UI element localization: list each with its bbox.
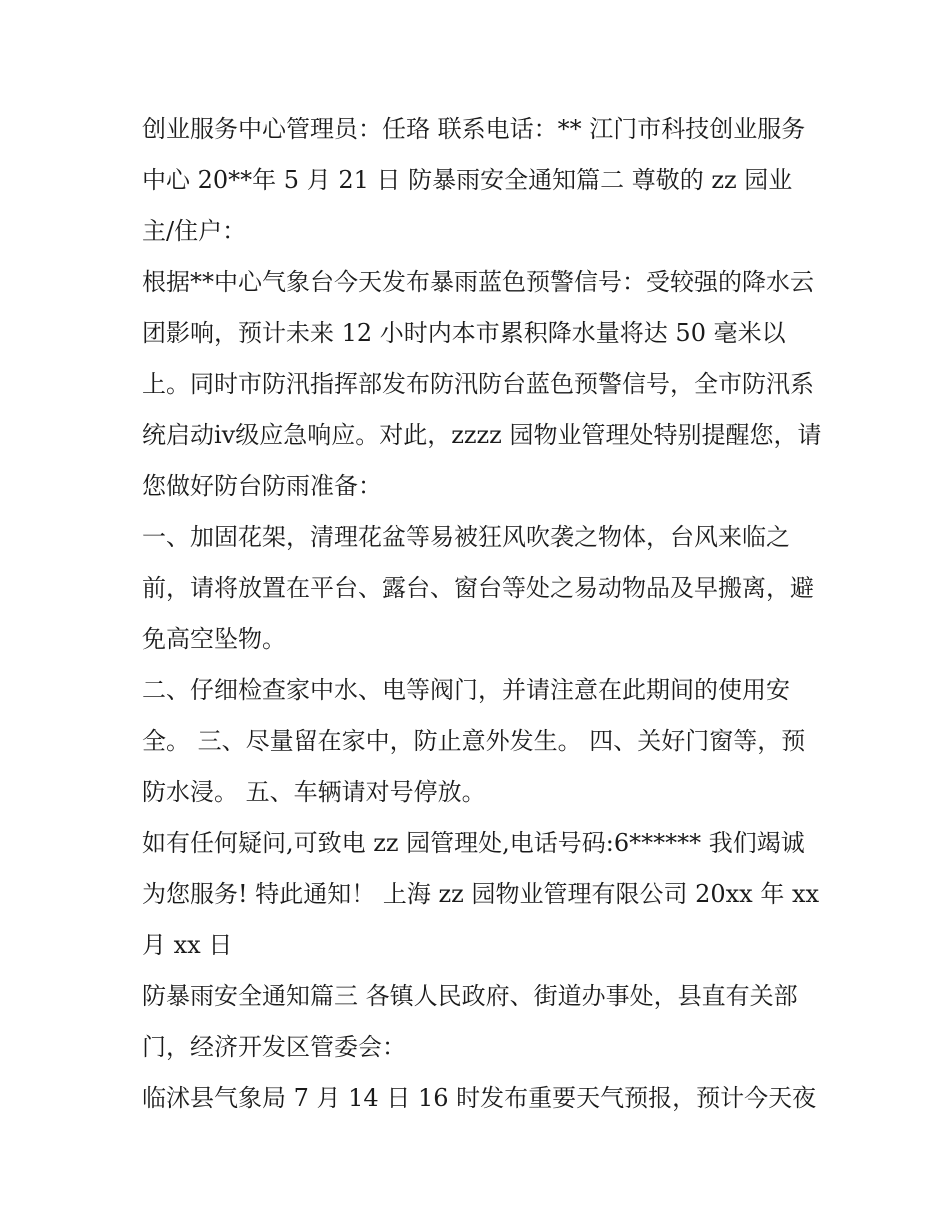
paragraph-weather-warning: 根据**中心气象台今天发布暴雨蓝色预警信号：受较强的降水云团影响，预计未来 12 小时内本市累积降水量将达 50 毫米以上。同时市防汛指挥部发布防汛防台蓝色预警信号，全市防汛系统启动ⅳ级应急响应。对此，zzzz 园物业管理处特别提醒您，请您做好防台防雨准备： bbox=[142, 268, 822, 500]
paragraph-items-two-to-five: 二、仔细检查家中水、电等阀门，并请注意在此期间的使用安全。 三、尽量留在家中，防止意外发生。 四、关好门窗等，预防水浸。 五、车辆请对号停放。 bbox=[142, 676, 806, 806]
paragraph-forecast: 临沭县气象局 7 月 14 日 16 时发布重要天气预报，预计今天夜 bbox=[142, 1084, 817, 1112]
paragraph-notice-three-header: 防暴雨安全通知篇三 各镇人民政府、街道办事处，县直有关部门，经济开发区管委会： bbox=[142, 982, 798, 1061]
paragraph-item-one: 一、加固花架，清理花盆等易被狂风吹袭之物体，台风来临之前，请将放置在平台、露台、窗台等处之易动物品及早搬离，避免高空坠物。 bbox=[142, 523, 814, 653]
paragraph-contact-and-notice-two-header: 创业服务中心管理员：任珞 联系电话：** 江门市科技创业服务中心 20**年 5 月 21 日 防暴雨安全通知篇二 尊敬的 zz 园业主/住户： bbox=[142, 115, 806, 245]
paragraph-contact-closing: 如有任何疑问,可致电 zz 园管理处,电话号码:6****** 我们竭诚为您服务! 特此通知！ 上海 zz 园物业管理有限公司 20xx 年 xx 月 xx 日 bbox=[142, 829, 827, 959]
document-body bbox=[142, 104, 827, 1124]
